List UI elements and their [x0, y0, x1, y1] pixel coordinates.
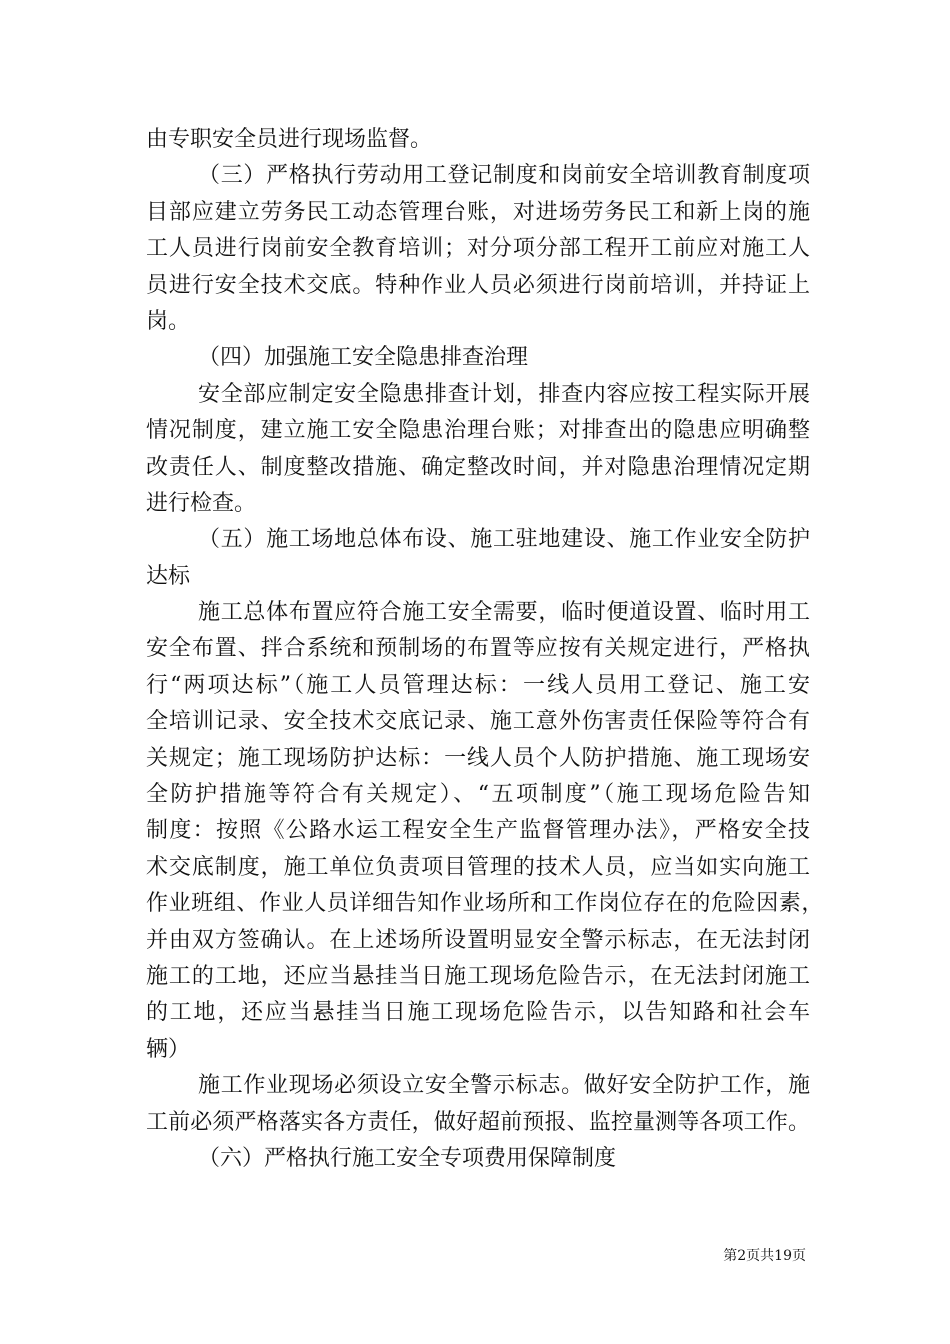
text-line: 目部应建立劳务民工动态管理台账，对进场劳务民工和新上岗的施 [146, 199, 810, 225]
section-heading-4: （四）加强施工安全隐患排查治理 [198, 345, 529, 371]
text-line: 制度：按照《公路水运工程安全生产监督管理办法》，严格安全技 [146, 818, 810, 844]
text-line: 工前必须严格落实各方责任，做好超前预报、监控量测等各项工作。 [146, 1109, 810, 1135]
text-line: 施工作业现场必须设立安全警示标志。做好安全防护工作，施 [198, 1073, 810, 1099]
text-line: 全防护措施等符合有关规定）、“五项制度”（施工现场危险告知 [146, 782, 810, 808]
text-line: 安全布置、拌合系统和预制场的布置等应按有关规定进行，严格执 [146, 636, 810, 662]
section-heading-3: （三）严格执行劳动用工登记制度和岗前安全培训教育制度项 [198, 163, 810, 189]
document-body [146, 122, 825, 1177]
text-line: 岗。 [146, 308, 191, 334]
text-line: 的工地，还应当悬挂当日施工现场危险告示，以告知路和社会车 [146, 1000, 810, 1026]
text-line: 并由双方签确认。在上述场所设置明显安全警示标志，在无法封闭 [146, 927, 810, 953]
text-line: 由专职安全员进行现场监督。 [146, 127, 433, 152]
text-line: 达标 [146, 563, 191, 589]
page-number: 第2页共19页 [723, 1248, 806, 1264]
text-line: 施工总体布置应符合施工安全需要，临时便道设置、临时用工 [198, 600, 810, 626]
text-line: 术交底制度，施工单位负责项目管理的技术人员，应当如实向施工 [146, 854, 810, 880]
text-line: 改责任人、制度整改措施、确定整改时间，并对隐患治理情况定期 [146, 454, 810, 480]
text-line: 辆） [146, 1036, 191, 1062]
text-line: 情况制度，建立施工安全隐患治理台账；对排查出的隐患应明确整 [146, 418, 810, 444]
text-line: 全培训记录、安全技术交底记录、施工意外伤害责任保险等符合有 [146, 709, 810, 735]
section-heading-6: （六）严格执行施工安全专项费用保障制度 [198, 1145, 617, 1171]
section-heading-5: （五）施工场地总体布设、施工驻地建设、施工作业安全防护 [198, 527, 810, 553]
text-line: 进行检查。 [146, 490, 257, 516]
text-line: 行“两项达标”（施工人员管理达标：一线人员用工登记、施工安 [146, 672, 810, 698]
text-line: 安全部应制定安全隐患排查计划，排查内容应按工程实际开展 [198, 381, 810, 407]
text-line: 工人员进行岗前安全教育培训；对分项分部工程开工前应对施工人 [146, 236, 810, 262]
text-line: 关规定；施工现场防护达标：一线人员个人防护措施、施工现场安 [146, 745, 810, 771]
text-line: 施工的工地，还应当悬挂当日施工现场危险告示，在无法封闭施工 [146, 963, 810, 989]
text-line: 员进行安全技术交底。特种作业人员必须进行岗前培训，并持证上 [146, 272, 810, 298]
text-line: 作业班组、作业人员详细告知作业场所和工作岗位存在的危险因素， [146, 891, 825, 917]
